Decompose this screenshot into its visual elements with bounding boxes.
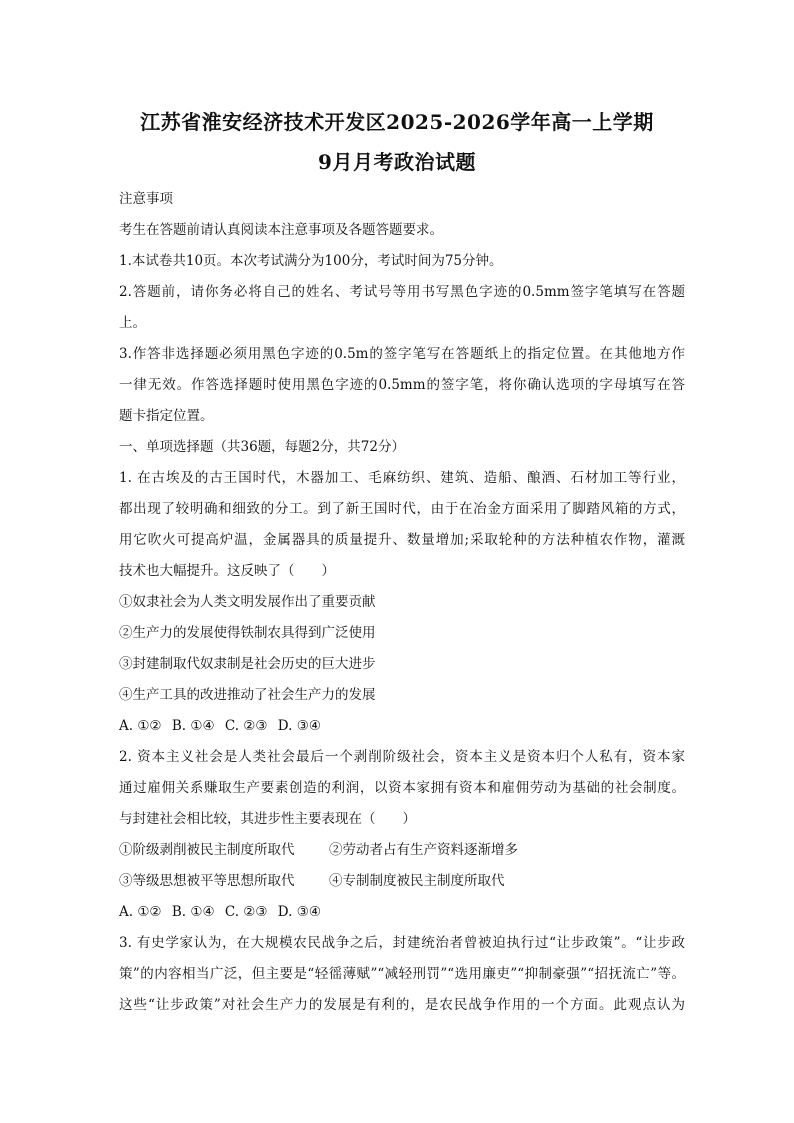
q2-option-1: ①阶级剥削被民主制度所取代 xyxy=(119,842,295,858)
q1-choice-d: D. ③④ xyxy=(277,718,321,734)
exam-title-line-1: 江苏省淮安经济技术开发区2025-2026学年高一上学期 xyxy=(140,110,654,134)
notice-intro: 考生在答题前请认真阅读本注意事项及各题答题要求。 xyxy=(119,222,443,238)
q1-choice-a: A. ①② xyxy=(119,718,162,734)
q3-stem-line-2: 策”的内容相当广泛，但主要是“轻徭薄赋”“减轻刑罚”“选用廉吏”“抑制豪强”“招抚流亡”等。 xyxy=(119,966,685,982)
q2-choice-c: C. ②③ xyxy=(224,904,268,920)
q3-stem-line-3: 这些“让步政策”对社会生产力的发展是有利的，是农民战争作用的一个方面。此观点认为 xyxy=(119,997,685,1013)
q1-choices xyxy=(119,711,685,742)
q1-stem-line-4: 技术也大幅提升。这反映了（ ） xyxy=(119,563,335,579)
notice-item-3-line-3: 题卡指定位置。 xyxy=(119,408,214,424)
q2-choice-b: B. ①④ xyxy=(171,904,215,920)
q2-choice-d: D. ③④ xyxy=(277,904,321,920)
q1-option-2: ②生产力的发展使得铁制农具得到广泛使用 xyxy=(119,625,376,641)
q2-options-row-1 xyxy=(119,835,685,866)
q2-stem-line-1: 2. 资本主义社会是人类社会最后一个剥削阶级社会，资本主义是资本归个人私有，资本家 xyxy=(119,749,685,765)
q1-option-3: ③封建制取代奴隶制是社会历史的巨大进步 xyxy=(119,656,376,672)
notice-item-2-line-2: 上。 xyxy=(119,315,146,331)
q2-option-3: ③等级思想被平等思想所取代 xyxy=(119,873,295,889)
q1-option-1: ①奴隶社会为人类文明发展作出了重要贡献 xyxy=(119,594,376,610)
exam-body xyxy=(119,184,685,1021)
q2-option-4: ④专制制度被民主制度所取代 xyxy=(329,873,505,889)
q2-stem-line-2: 通过雇佣关系赚取生产要素创造的利润，以资本家拥有资本和雇佣劳动为基础的社会制度。 xyxy=(119,780,685,796)
notice-item-1: 1.本试卷共10页。本次考试满分为100分，考试时间为75分钟。 xyxy=(119,253,503,269)
q2-stem-line-3: 与封建社会相比较，其进步性主要表现在（ ） xyxy=(119,811,416,827)
q2-choices xyxy=(119,897,685,928)
q1-stem-line-2: 都出现了较明确和细致的分工。到了新王国时代，由于在冶金方面采用了脚踏风箱的方式， xyxy=(119,501,685,517)
q3-stem-line-1: 3. 有史学家认为，在大规模农民战争之后，封建统治者曾被迫执行过“让步政策”。“让步政 xyxy=(119,935,685,951)
notice-item-3-line-2: 一律无效。作答选择题时使用黑色字迹的0.5mm的签字笔，将你确认选项的字母填写在答 xyxy=(119,377,685,393)
q1-choice-b: B. ①④ xyxy=(171,718,215,734)
q2-choice-a: A. ①② xyxy=(119,904,162,920)
notice-heading: 注意事项 xyxy=(119,191,173,207)
q1-stem-line-1: 1. 在古埃及的古王国时代，木器加工、毛麻纺织、建筑、造船、酿酒、石材加工等行业， xyxy=(119,470,685,486)
notice-item-3-line-1: 3.作答非选择题必须用黑色字迹的0.5m的签字笔写在答题纸上的指定位置。在其他地方作 xyxy=(119,346,685,362)
q2-options-row-2 xyxy=(119,866,685,897)
q1-stem-line-3: 用它吹火可提高炉温，金属器具的质量提升、数量增加;采取轮种的方法种植农作物，灌溉 xyxy=(119,532,685,548)
section-1-heading: 一、单项选择题（共36题，每题2分，共72分） xyxy=(119,439,405,455)
exam-title-line-2: 9月月考政治试题 xyxy=(318,150,476,174)
q2-option-2: ②劳动者占有生产资料逐渐增多 xyxy=(329,842,518,858)
notice-item-2-line-1: 2.答题前，请你务必将自己的姓名、考试号等用书写黑色字迹的0.5mm签字笔填写在答题 xyxy=(119,284,685,300)
q1-choice-c: C. ②③ xyxy=(224,718,268,734)
q1-option-4: ④生产工具的改进推动了社会生产力的发展 xyxy=(119,687,376,703)
